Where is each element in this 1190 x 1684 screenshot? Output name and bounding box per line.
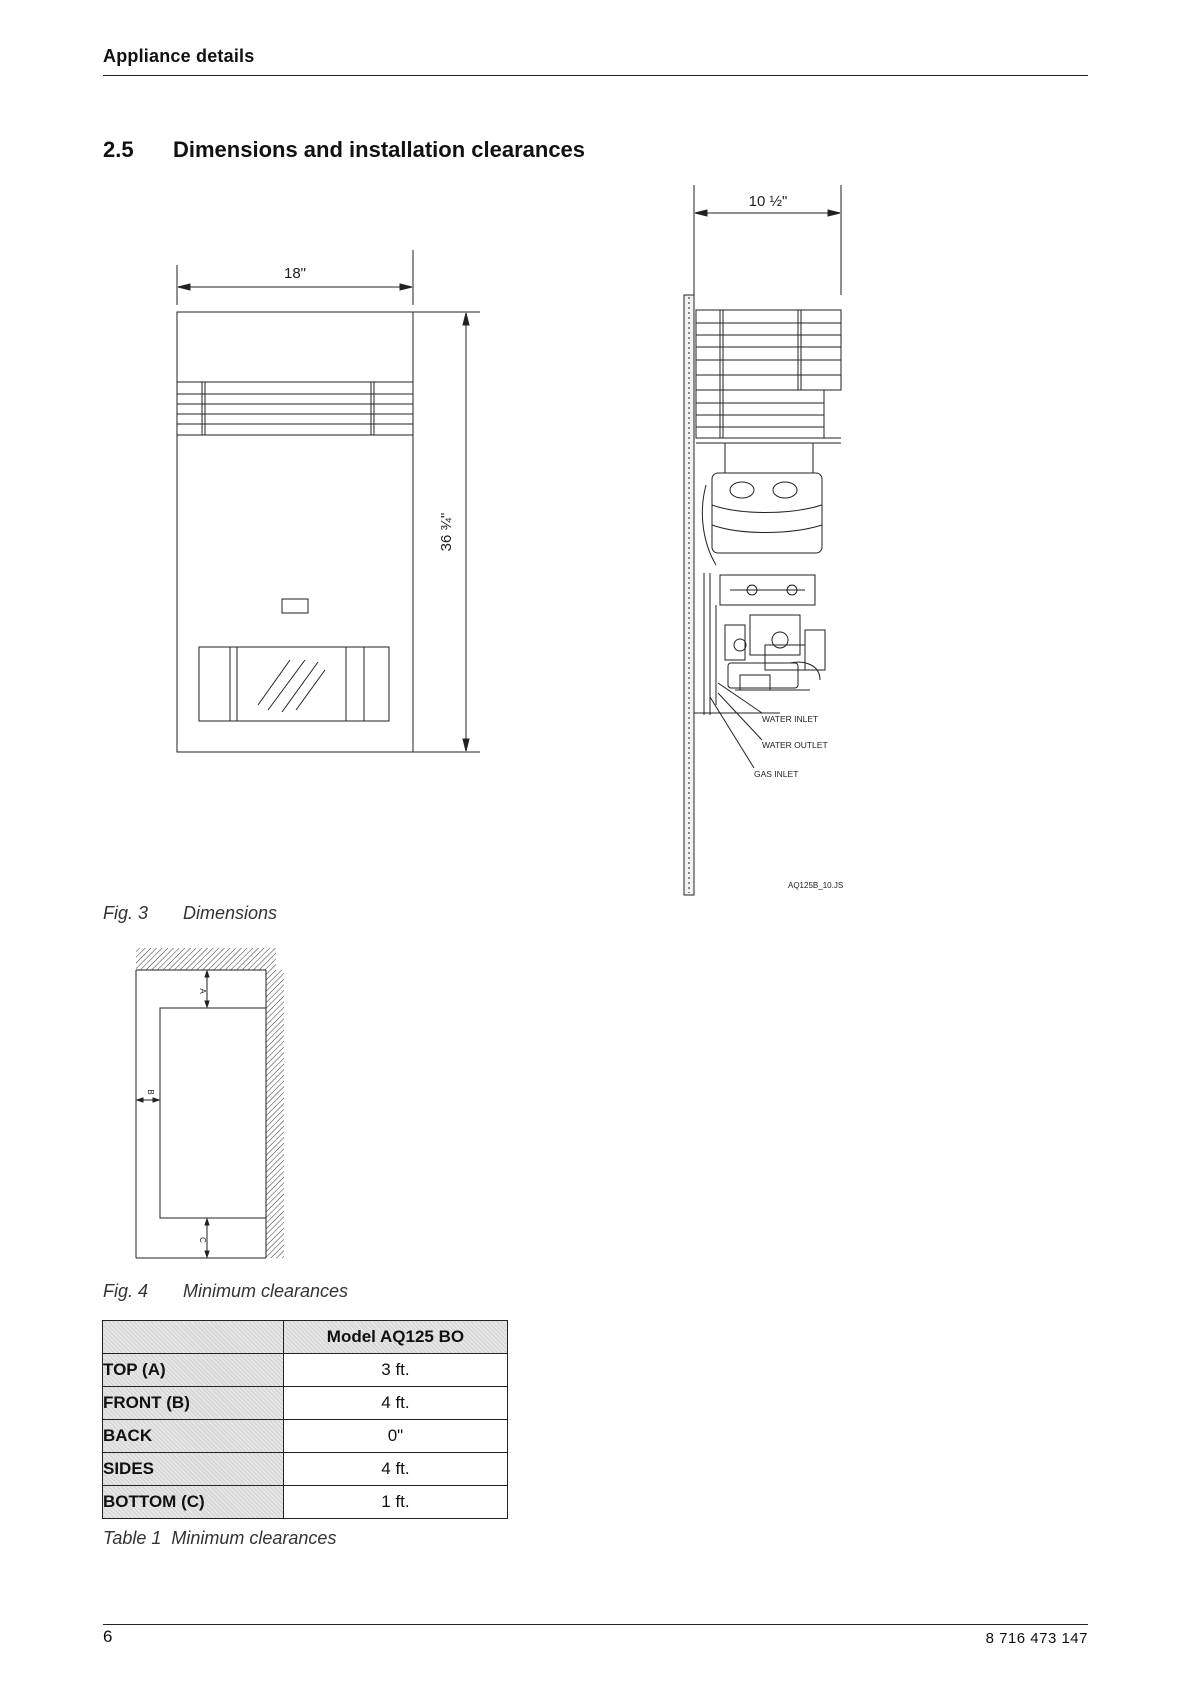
clearance-a-label: A xyxy=(198,988,207,994)
row-value-top: 3 ft. xyxy=(283,1354,507,1387)
front-view-drawing xyxy=(150,250,530,765)
row-label-sides: SIDES xyxy=(103,1453,284,1486)
row-label-top: TOP (A) xyxy=(103,1354,284,1387)
table-header-row xyxy=(103,1321,508,1354)
water-inlet-label: WATER INLET xyxy=(762,714,819,724)
clearance-b-label: B xyxy=(146,1089,155,1095)
page-number: 6 xyxy=(103,1627,113,1646)
gas-inlet-label: GAS INLET xyxy=(754,769,799,779)
table-corner-cell xyxy=(103,1321,284,1354)
row-label-bottom: BOTTOM (C) xyxy=(103,1486,284,1519)
table-row xyxy=(103,1354,508,1387)
section-header: Appliance details xyxy=(103,46,255,66)
table-row xyxy=(103,1486,508,1519)
figure-3-caption xyxy=(103,903,277,924)
row-value-front: 4 ft. xyxy=(283,1387,507,1420)
table-1-caption: Table 1 Minimum clearances xyxy=(103,1528,337,1548)
figure-3-label: Fig. 3 xyxy=(103,903,149,923)
row-value-bottom: 1 ft. xyxy=(283,1486,507,1519)
width-dimension-label: 18" xyxy=(283,265,307,282)
figure-4-caption-text: Minimum clearances xyxy=(183,1281,349,1301)
figure-code-label: AQ125B_10.JS xyxy=(788,881,844,890)
row-value-back: 0" xyxy=(283,1420,507,1453)
document-number: 8 716 473 147 xyxy=(985,1630,1088,1647)
row-label-back: BACK xyxy=(103,1420,284,1453)
page-title: Dimensions and installation clearances xyxy=(173,137,586,162)
figure-3-caption-text: Dimensions xyxy=(183,903,278,923)
table-row xyxy=(103,1420,508,1453)
heading-number: 2.5 xyxy=(103,137,134,162)
row-label-front: FRONT (B) xyxy=(103,1387,284,1420)
clearances-drawing xyxy=(128,948,288,1273)
footer-rule xyxy=(103,1624,1088,1625)
table-column-header: Model AQ125 BO xyxy=(283,1321,507,1354)
figure-4-label: Fig. 4 xyxy=(103,1281,149,1301)
side-view-drawing xyxy=(680,185,880,905)
table-row xyxy=(103,1453,508,1486)
height-dimension-label: 36 ¾" xyxy=(438,512,455,552)
table-row xyxy=(103,1387,508,1420)
row-value-sides: 4 ft. xyxy=(283,1453,507,1486)
figure-4-caption xyxy=(103,1281,348,1302)
water-outlet-label: WATER OUTLET xyxy=(762,740,828,750)
clearance-c-label: C xyxy=(198,1237,207,1243)
header-rule xyxy=(103,75,1088,76)
clearances-table xyxy=(102,1320,508,1519)
depth-dimension-label: 10 ½" xyxy=(748,193,788,210)
